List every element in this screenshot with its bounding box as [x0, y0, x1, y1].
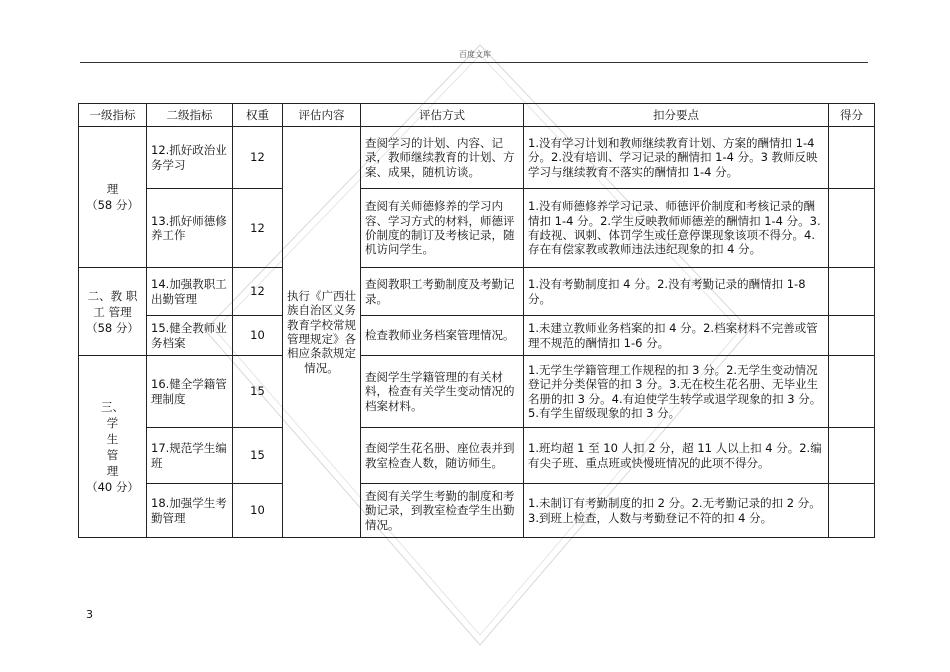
col-header-deduction: 扣分要点	[524, 104, 829, 127]
content-merged-cell: 执行《广西壮族自治区义务教育学校常规管理规定》各相应条款规定情况。	[283, 127, 361, 538]
group-score: （40 分）	[86, 479, 139, 494]
score-cell[interactable]	[829, 428, 875, 484]
secondary-indicator: 18.加强学生考勤管理	[147, 484, 233, 538]
score-cell[interactable]	[829, 189, 875, 268]
header-rule	[80, 62, 868, 63]
eval-method: 查阅教职工考勤制度及考勤记录。	[361, 268, 524, 316]
group-name-line2: 学	[106, 415, 119, 430]
eval-method: 查阅学生学籍管理的有关材料，检查有关学生变动情况的档案材料。	[361, 356, 524, 428]
col-header-content: 评估内容	[283, 104, 361, 127]
table-header-row	[79, 104, 875, 127]
deduction-points: 1.无学生学籍管理工作规程的扣 3 分。2.无学生变动情况登记并分类保管的扣 3 分。3.无在校生花名册、无毕业生名册的扣 3 分。4.有迫使学生转学或退学现象的扣 3 分。5.有学生留级现象的扣 3 分。	[524, 356, 829, 428]
eval-method: 查阅有关学生考勤的制度和考勤记录，到教室检查学生出勤情况。	[361, 484, 524, 538]
group-cell-1	[79, 127, 147, 268]
table-row	[79, 428, 875, 484]
score-cell[interactable]	[829, 316, 875, 356]
table-row	[79, 127, 875, 189]
weight-value: 15	[233, 356, 283, 428]
group-cell-3	[79, 356, 147, 538]
secondary-indicator: 12.抓好政治业务学习	[147, 127, 233, 189]
col-header-method: 评估方式	[361, 104, 524, 127]
group-name: 理	[106, 182, 119, 196]
weight-value: 15	[233, 428, 283, 484]
col-header-level2: 二级指标	[147, 104, 233, 127]
deduction-points: 1.未制订有考勤制度的扣 2 分。2.无考勤记录的扣 2 分。3.到班上检查，人数与考勤登记不符的扣 4 分。	[524, 484, 829, 538]
weight-value: 12	[233, 189, 283, 268]
deduction-points: 1.没有学习计划和教师继续教育计划、方案的酬情扣 1-4 分。2.没有培训、学习记录的酬情扣 1-4 分。3 教师反映学习与继续教育不落实的酬情扣 1-4 分。	[524, 127, 829, 189]
table-row	[79, 484, 875, 538]
secondary-indicator: 16.健全学籍管理制度	[147, 356, 233, 428]
score-cell[interactable]	[829, 484, 875, 538]
group-name-line2: 工 管理	[93, 304, 132, 319]
group-score: （58 分）	[86, 198, 139, 212]
deduction-points: 1.班均超 1 至 10 人扣 2 分，超 11 人以上扣 4 分。2.编有尖子班、重点班或快慢班情况的此项不得分。	[524, 428, 829, 484]
weight-value: 12	[233, 127, 283, 189]
score-cell[interactable]	[829, 356, 875, 428]
weight-value: 12	[233, 268, 283, 316]
header-source-label: 百度文库	[459, 50, 491, 59]
page-number: 3	[86, 608, 93, 621]
deduction-points: 1.没有考勤制度扣 4 分。2.没有考勤记录的酬情扣 1-8 分。	[524, 268, 829, 316]
deduction-points: 1.未建立教师业务档案的扣 4 分。2.档案材料不完善或管理不规范的酬情扣 1-6 分。	[524, 316, 829, 356]
secondary-indicator: 13.抓好师德修养工作	[147, 189, 233, 268]
table-row	[79, 189, 875, 268]
group-cell-2	[79, 268, 147, 356]
table-row	[79, 316, 875, 356]
score-cell[interactable]	[829, 268, 875, 316]
weight-value: 10	[233, 316, 283, 356]
col-header-weight: 权重	[233, 104, 283, 127]
eval-method: 查阅学生花名册、座位表并到教室检查人数，随访师生。	[361, 428, 524, 484]
table-row	[79, 356, 875, 428]
evaluation-table	[78, 103, 875, 538]
eval-method: 查阅有关师德修养的学习内容、学习方式的材料，师德评价制度的制订及考核记录，随机访问学生。	[361, 189, 524, 268]
group-name-line5: 理	[106, 463, 119, 478]
secondary-indicator: 14.加强教职工出勤管理	[147, 268, 233, 316]
table-row	[79, 268, 875, 316]
eval-method: 检查教师业务档案管理情况。	[361, 316, 524, 356]
group-name-line4: 管	[106, 447, 119, 462]
deduction-points: 1.没有师德修养学习记录、师德评价制度和考核记录的酬情扣 1-4 分。2.学生反映教师师德差的酬情扣 1-4 分。3.有歧视、讽刺、体罚学生或任意停课现象该项不得分。4.存在有偿家教或教师违法违纪现象的扣 4 分。	[524, 189, 829, 268]
group-name-line1: 三、	[101, 399, 124, 414]
score-cell[interactable]	[829, 127, 875, 189]
col-header-score: 得分	[829, 104, 875, 127]
group-score: （58 分）	[86, 320, 139, 335]
weight-value: 10	[233, 484, 283, 538]
group-name-line1: 二、教 职	[87, 288, 138, 303]
col-header-level1: 一级指标	[79, 104, 147, 127]
eval-method: 查阅学习的计划、内容、记录，教师继续教育的计划、方案、成果，随机访谈。	[361, 127, 524, 189]
group-name-line3: 生	[106, 431, 119, 446]
secondary-indicator: 15.健全教师业务档案	[147, 316, 233, 356]
secondary-indicator: 17.规范学生编班	[147, 428, 233, 484]
